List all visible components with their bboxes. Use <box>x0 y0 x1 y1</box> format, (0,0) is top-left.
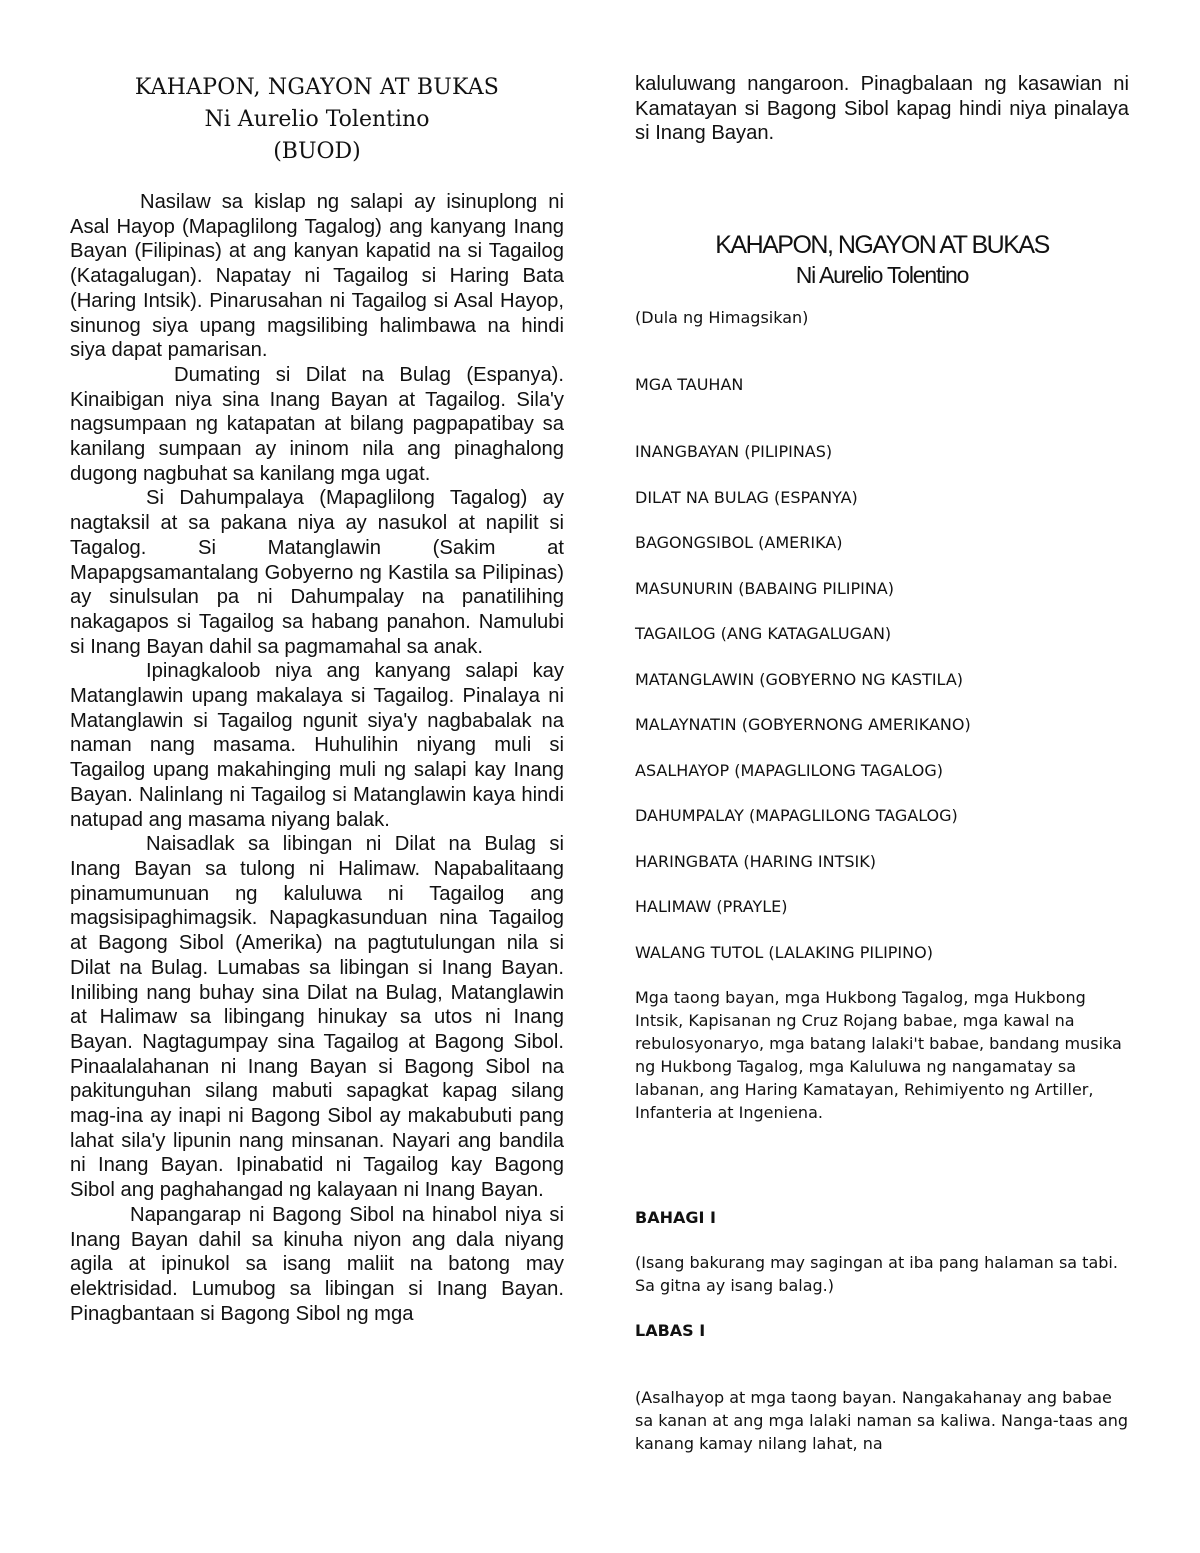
characters-heading: MGA TAUHAN <box>635 375 744 395</box>
summary-paragraph: Ipinagkaloob niya ang kanyang salapi kay Matanglawin upang makalaya si Tagailog. Pinalaya ni Matanglawin si Tagailog ngunit siya'y nagbabalak na naman nang masama. Huhulihin niyang muli si Tagailog upang makahinging muli ng salapi kay Inang Bayan. Nalinlang ni Tagailog si Matanglawin kaya hindi natupad ang masama niyang balak. <box>70 660 564 831</box>
stage-setting: (Isang bakurang may sagingan at iba pang halaman sa tabi. Sa gitna ay isang balag.) <box>635 1253 1118 1296</box>
summary-body <box>70 190 564 1326</box>
character-item: MALAYNATIN (GOBYERNONG AMERIKANO) <box>635 715 971 735</box>
summary-paragraph: Napangarap ni Bagong Sibol na hinabol niya si Inang Bayan dahil sa kinuha niyon ang dala niyang agila at ipinukol sa isang maliit na batong may elektrisidad. Lumubog sa libingan si Inang Bayan. Pinagbantaan si Bagong Sibol ng mga <box>70 1203 564 1325</box>
character-item: WALANG TUTOL (LALAKING PILIPINO) <box>635 942 933 962</box>
summary-label: (BUOD) <box>273 139 361 164</box>
summary-column <box>70 72 564 1326</box>
summary-continuation: kaluluwang nangaroon. Pinagbalaan ng kasawian ni Kamatayan si Bagong Sibol kapag hindi niya pinalaya si Inang Bayan. <box>635 73 1129 145</box>
summary-paragraph: Dumating si Dilat na Bulag (Espanya). Kinaibigan niya sina Inang Bayan at Tagailog. Sila'y nagsumpaan ng katapatan at bilang pagpapatibay sa kanilang sumpaan ay ininom nila ang pinaghalong dugong nagbuhat sa kanilang mga ugat. <box>70 363 564 485</box>
play-author: Ni Aurelio Tolentino <box>795 262 969 289</box>
character-item: ASALHAYOP (MAPAGLILONG TAGALOG) <box>635 760 944 780</box>
ensemble-cast: Mga taong bayan, mga Hukbong Tagalog, mga Hukbong Intsik, Kapisanan ng Cruz Rojang babae, mga kawal na rebulosyonaryo, mga batang lalaki't babae, bandang musika ng Hukbong Tagalog, mga Kaluluwa ng nangamatay sa labanan, ang Haring Kamatayan, Rehimiyento ng Artiller, Infanteria at Ingeniena. <box>635 988 1122 1123</box>
part-heading: BAHAGI I <box>635 1208 716 1228</box>
character-item: HARINGBATA (HARING INTSIK) <box>635 851 876 871</box>
character-item: DAHUMPALAY (MAPAGLILONG TAGALOG) <box>635 806 958 826</box>
character-item: HALIMAW (PRAYLE) <box>635 897 788 917</box>
character-item: BAGONGSIBOL (AMERIKA) <box>635 533 843 553</box>
character-item: TAGAILOG (ANG KATAGALUGAN) <box>635 624 892 644</box>
scene-heading: LABAS I <box>635 1321 706 1341</box>
stage-direction: (Asalhayop at mga taong bayan. Nangakahanay ang babae sa kanan at ang mga lalaki naman sa kaliwa. Nanga-taas ang kanang kamay nilang lahat, na <box>635 1388 1129 1454</box>
play-heading <box>635 230 1129 290</box>
character-item: MATANGLAWIN (GOBYERNO NG KASTILA) <box>635 669 964 689</box>
play-subtitle: (Dula ng Himagsikan) <box>635 308 809 328</box>
character-list <box>635 440 1129 964</box>
summary-paragraph: Naisadlak sa libingan ni Dilat na Bulag si Inang Bayan sa tulong ni Halimaw. Napabalitaang pinamumunuan ng kaluluwa ni Tagailog ang magsisipaghimagsik. Napagkasunduan nina Tagailog at Bagong Sibol (Amerika) na pagtutulungan nila si Dilat na Bulag. Lumabas sa libingan si Inang Bayan. Inilibing nang buhay sina Dilat na Bulag, Matanglawin at Halimaw sa libingang hinukay sa utos ni Inang Bayan. Nagtagumpay sina Tagailog at Bagong Sibol. Pinaalalahanan ni Inang Bayan si Bagong Sibol na pakitunguhan silang mabuti sapagkat kapag silang mag-ina ay inapi ni Bagong Sibol ay makabubuti pang lahat sila'y lipunin nang minsanan. Nayari ang bandila ni Inang Bayan. Ipinabatid ni Tagailog kay Bagong Sibol ang paghahangad ng kalayaan ni Inang Bayan. <box>70 833 564 1202</box>
character-item: MASUNURIN (BABAING PILIPINA) <box>635 578 894 598</box>
character-item: DILAT NA BULAG (ESPANYA) <box>635 487 858 507</box>
summary-paragraph: Si Dahumpalaya (Mapaglilong Tagalog) ay nagtaksil at sa pakana niya ay nasukol at napilit si Tagalog. Si Matanglawin (Sakim at Mapapgsamantalang Gobyerno ng Kastila sa Pilipinas) ay sinulsulan pa ni Dahumpalay na panatilihing nakagapos si Tagailog sa habang panahon. Namulubi si Inang Bayan dahil sa pagmamahal sa anak. <box>70 487 564 658</box>
character-item: INANGBAYAN (PILIPINAS) <box>635 442 833 462</box>
summary-paragraph: Nasilaw sa kislap ng salapi ay isinuplong ni Asal Hayop (Mapaglilong Tagalog) ang kanyang Inang Bayan (Filipinas) at ang kanyan kapatid na si Tagailog (Katagalugan). Napatay ni Tagailog si Haring Bata (Haring Intsik). Pinarusahan ni Tagailog si Asal Hayop, sinunog siya upang magsilibing halimbawa na hindi siya dapat pamarisan. <box>70 191 564 362</box>
play-title: KAHAPON, NGAYON AT BUKAS <box>715 231 1049 260</box>
summary-author: Ni Aurelio Tolentino <box>204 107 430 132</box>
play-column <box>635 72 1129 1455</box>
summary-title: KAHAPON, NGAYON AT BUKAS <box>134 75 500 100</box>
